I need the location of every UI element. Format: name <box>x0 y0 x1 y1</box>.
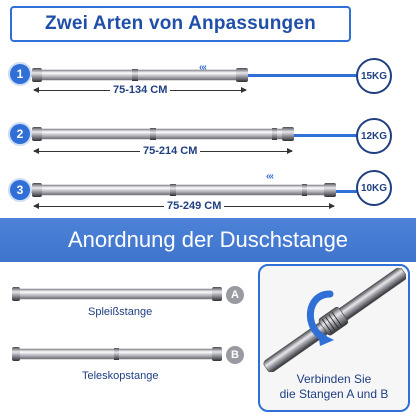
option-1-range: 75-134 CM <box>110 84 170 96</box>
chevron-left-icon: ‹‹‹ <box>199 62 206 73</box>
option-2-range: 75-214 CM <box>140 145 200 157</box>
part-b-letter: B <box>226 346 244 364</box>
connect-line-2: die Stangen A und B <box>279 387 389 401</box>
banner-title: Anordnung der Duschstange <box>67 227 349 252</box>
rod-3 <box>32 181 338 199</box>
option-1-number: 1 <box>10 64 30 84</box>
header-title: Zwei Arten von Anpassungen <box>45 13 316 34</box>
option-2-number: 2 <box>10 124 30 144</box>
part-a-label: Spleißstange <box>88 306 153 318</box>
option-1-weight: 15KG <box>356 58 392 94</box>
rod-2 <box>32 125 296 143</box>
rod-part-b <box>12 346 228 362</box>
chevron-left-icon: ‹‹‹ <box>266 171 273 182</box>
connect-instruction <box>258 372 410 402</box>
connect-line-1: Verbinden Sie <box>296 372 372 386</box>
option-2-weight: 12KG <box>356 118 392 154</box>
option-3-range: 75-249 CM <box>164 200 224 212</box>
rod-part-a <box>12 286 228 302</box>
section-banner <box>0 218 416 262</box>
option-3-number: 3 <box>10 180 30 200</box>
part-b-label: Teleskopstange <box>82 370 159 382</box>
rotate-arrow-icon <box>300 288 344 348</box>
part-a-letter: A <box>226 286 244 304</box>
option-3-weight: 10KG <box>356 170 392 206</box>
rod-1 <box>32 66 250 84</box>
